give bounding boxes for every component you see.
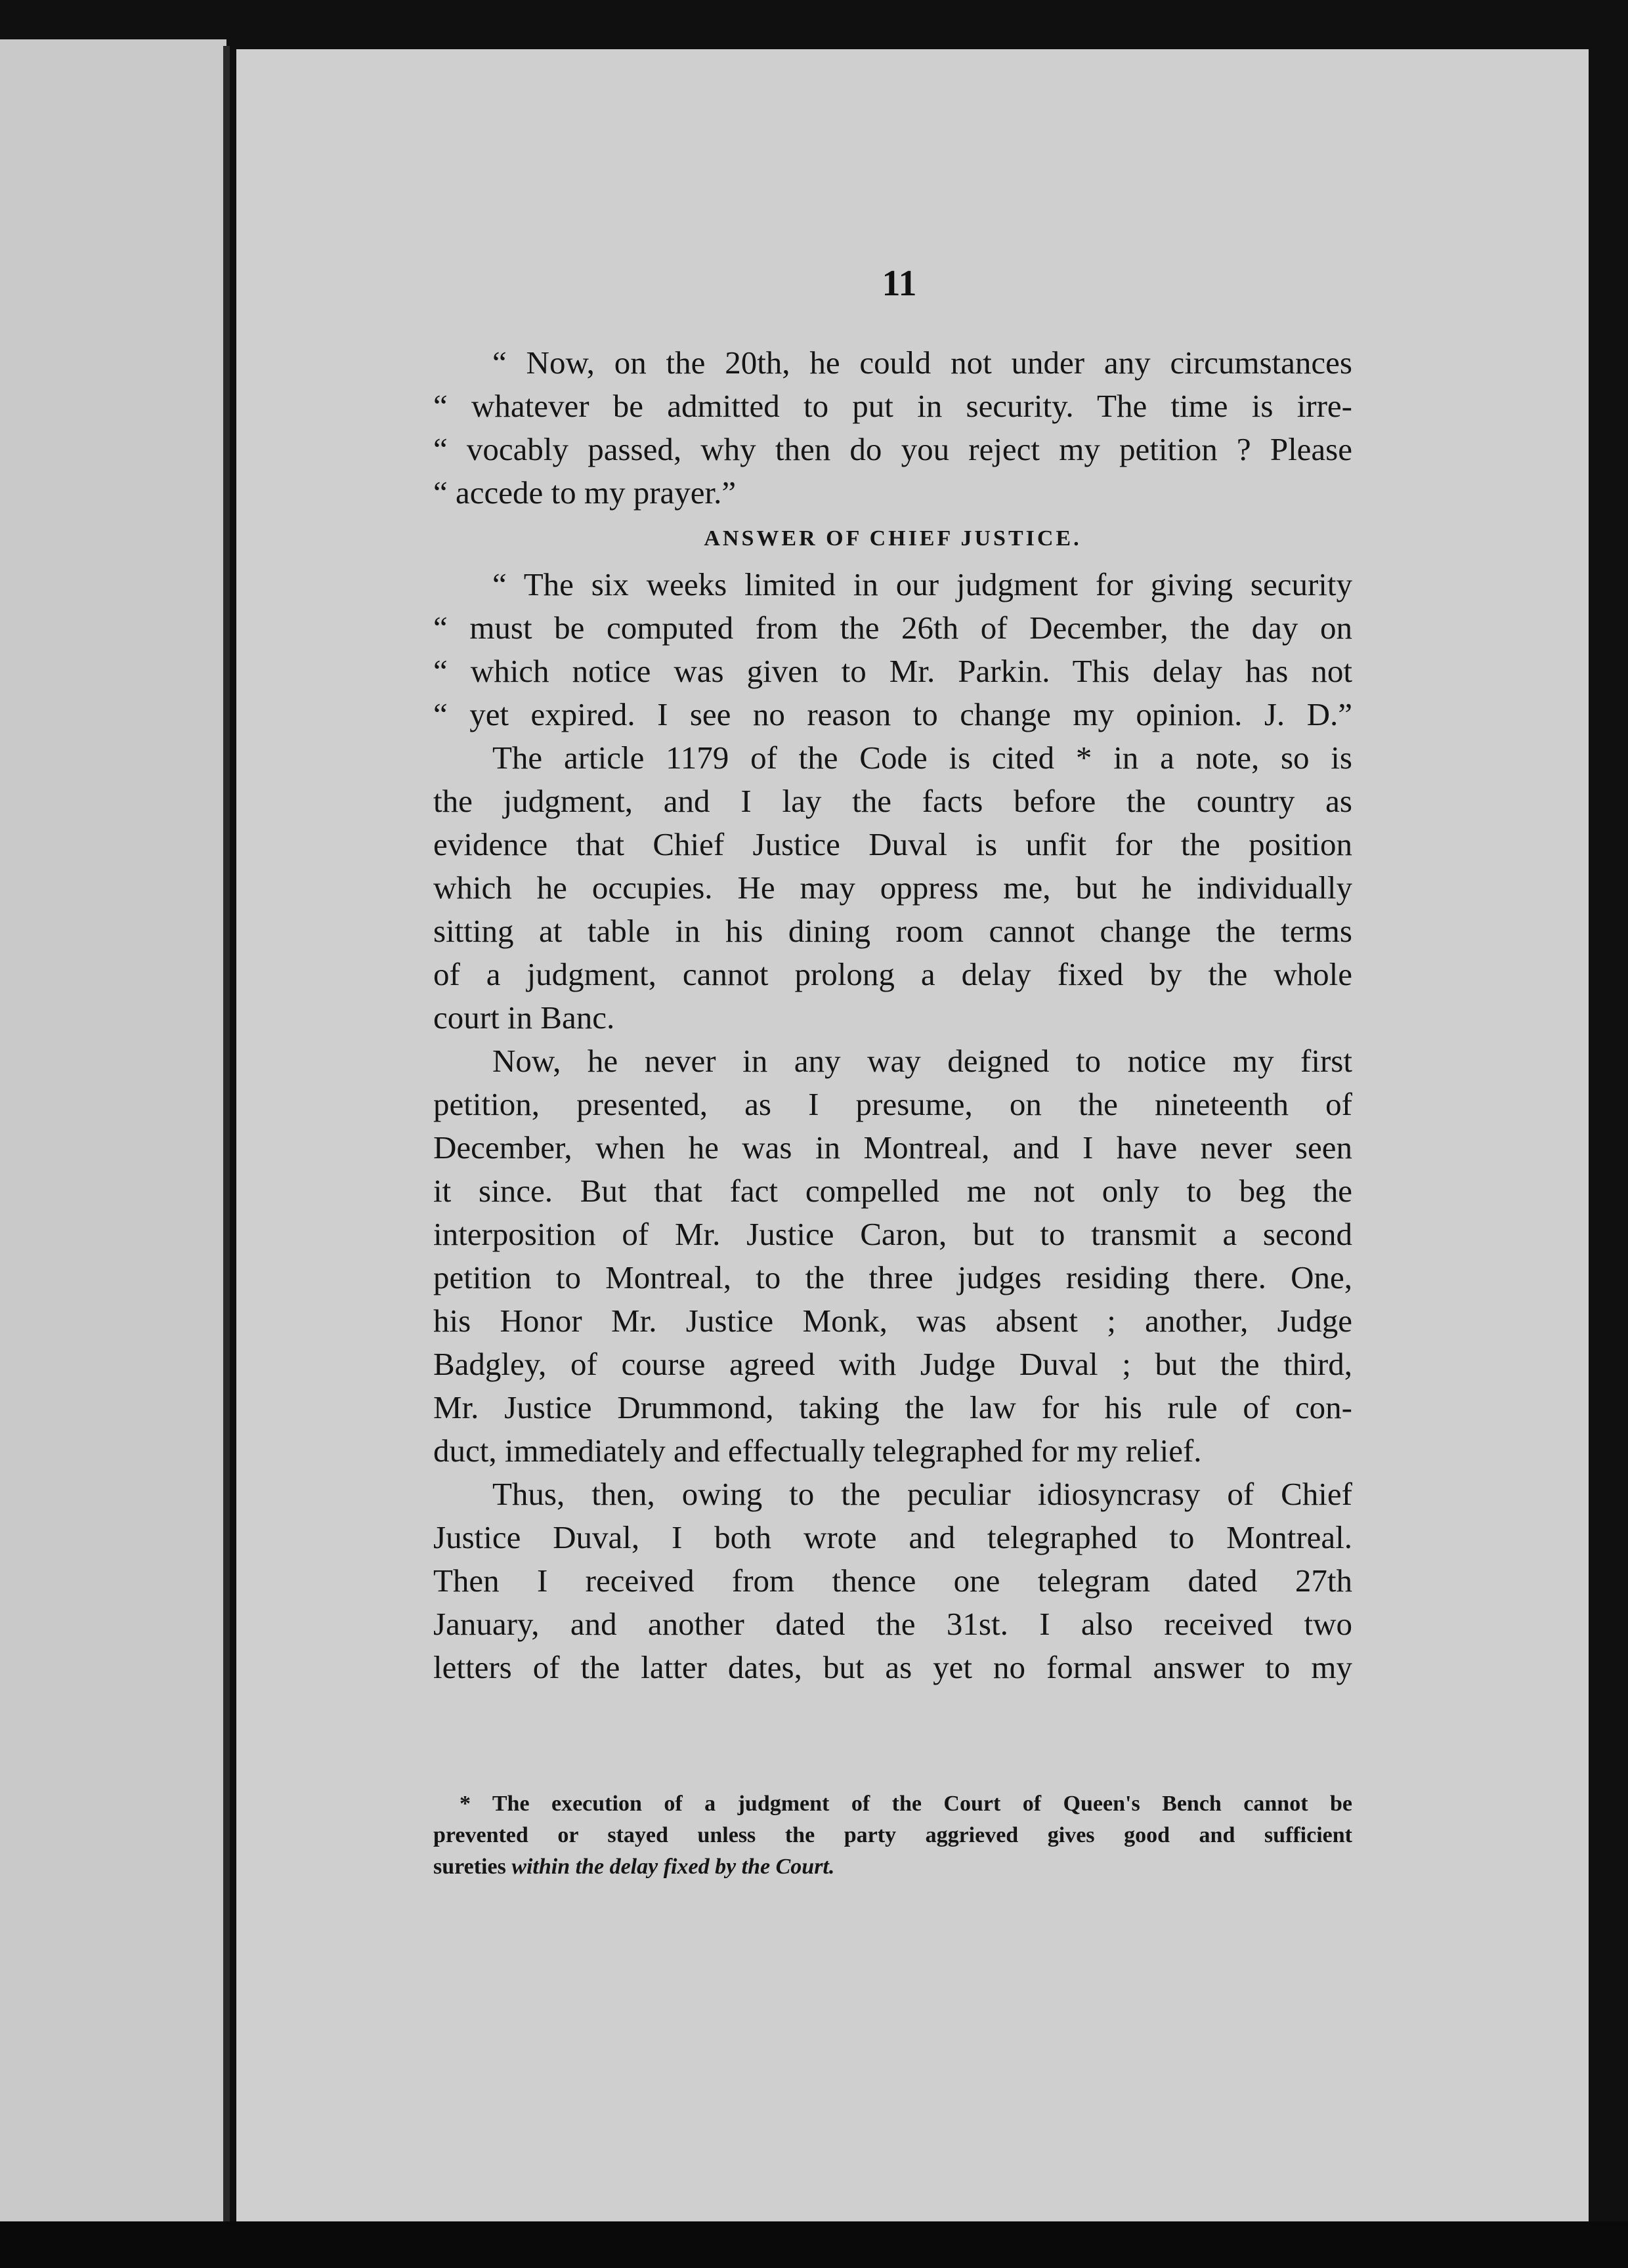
paragraph	[433, 1040, 1352, 1473]
main-text	[433, 341, 1352, 1689]
text-line: duct, immediately and effectually telegraphed for my relief.	[433, 1433, 1202, 1469]
text-line: Justice Duval, I both wrote and telegraphed to Montreal.	[433, 1519, 1352, 1555]
text-line: “ must be computed from the 26th of December, the day on	[433, 610, 1352, 646]
paragraph	[433, 1473, 1352, 1689]
text-line: Then I received from thence one telegram dated 27th	[433, 1563, 1352, 1599]
opening-quote	[433, 341, 1352, 514]
text-line: “ Now, on the 20th, he could not under any circumstances	[492, 345, 1352, 381]
text-line: letters of the latter dates, but as yet no formal answer to my	[433, 1649, 1352, 1685]
footnote-line	[433, 1851, 1352, 1883]
text-line: petition, presented, as I presume, on the nineteenth of	[433, 1086, 1352, 1122]
text-line: “ yet expired. I see no reason to change my opinion. J. D.”	[433, 696, 1352, 732]
section-heading: ANSWER OF CHIEF JUSTICE.	[704, 526, 1082, 551]
text-line: “ vocably passed, why then do you reject my petition ? Please	[433, 431, 1352, 467]
text-line: Thus, then, owing to the peculiar idiosyncrasy of Chief	[492, 1476, 1352, 1512]
text-line: Now, he never in any way deigned to notice my first	[492, 1043, 1352, 1079]
paragraph	[433, 736, 1352, 1040]
text-line: The article 1179 of the Code is cited * in a note, so is	[492, 740, 1352, 776]
scan-border	[0, 2221, 1628, 2268]
footnote-line: * The execution of a judgment of the Court of Queen's Bench cannot be	[460, 1792, 1352, 1816]
text-line: January, and another dated the 31st. I also received two	[433, 1606, 1352, 1642]
text-line: evidence that Chief Justice Duval is unfit for the position	[433, 826, 1352, 862]
text-line: which he occupies. He may oppress me, but he individually	[433, 870, 1352, 906]
text-line: Mr. Justice Drummond, taking the law for his rule of con-	[433, 1389, 1352, 1425]
text-line: “ The six weeks limited in our judgment for giving security	[492, 566, 1352, 602]
footnote-italic-text: within the delay fixed by the Court.	[511, 1855, 835, 1879]
text-line: the judgment, and I lay the facts before the country as	[433, 783, 1352, 819]
footnote	[433, 1788, 1352, 1883]
text-line: petition to Montreal, to the three judges residing there. One,	[433, 1259, 1352, 1295]
footnote-line: prevented or stayed unless the party aggrieved gives good and sufficient	[433, 1823, 1352, 1847]
text-line: “ accede to my prayer.”	[433, 474, 737, 511]
text-line: of a judgment, cannot prolong a delay fixed by the whole	[433, 956, 1352, 992]
answer-quote	[433, 563, 1352, 736]
left-page-edge	[0, 39, 226, 2225]
footnote-text: sureties	[433, 1855, 512, 1879]
book-spine	[223, 46, 230, 2225]
text-line: court in Banc.	[433, 999, 615, 1036]
text-line: interposition of Mr. Justice Caron, but to transmit a second	[433, 1216, 1352, 1252]
text-line: sitting at table in his dining room cannot change the terms	[433, 913, 1352, 949]
text-line: his Honor Mr. Justice Monk, was absent ; another, Judge	[433, 1303, 1352, 1339]
text-line: December, when he was in Montreal, and I have never seen	[433, 1129, 1352, 1166]
text-line: Badgley, of course agreed with Judge Duval ; but the third,	[433, 1346, 1352, 1382]
text-line: “ which notice was given to Mr. Parkin. This delay has not	[433, 653, 1352, 689]
text-line: it since. But that fact compelled me not only to beg the	[433, 1173, 1352, 1209]
text-line: “ whatever be admitted to put in security. The time is irre-	[433, 388, 1352, 424]
page-number: 11	[882, 263, 917, 304]
